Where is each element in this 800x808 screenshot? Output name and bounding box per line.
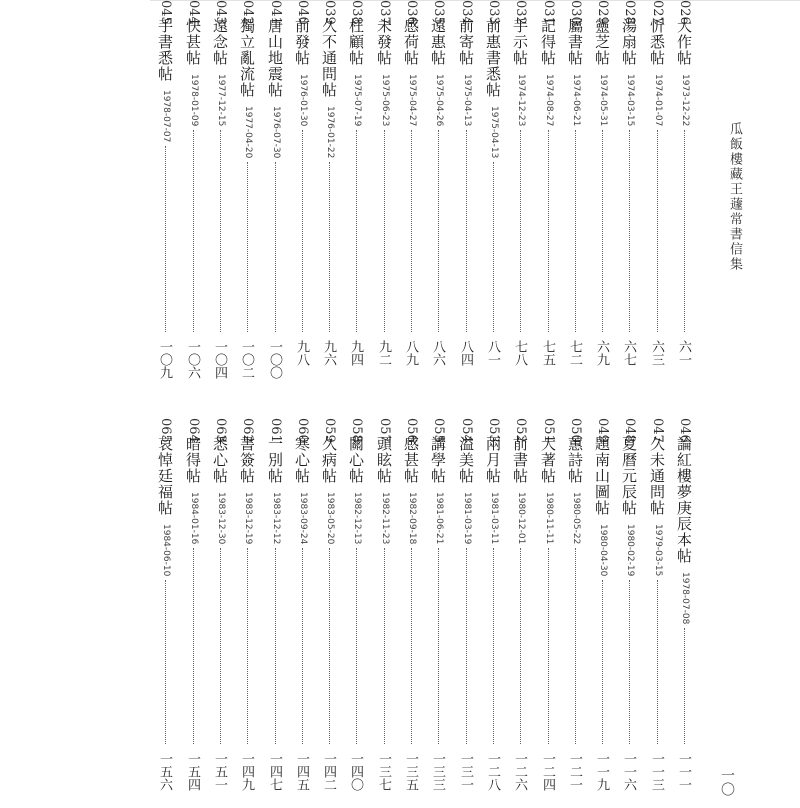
entry-number-text: 040	[295, 0, 310, 25]
toc-entry[interactable]	[399, 418, 425, 808]
entry-title: 講學帖	[429, 436, 447, 484]
toc-entry[interactable]	[563, 418, 589, 808]
dot-leader	[411, 548, 412, 744]
entry-date: 1983-05-20	[325, 492, 335, 545]
dot-leader	[602, 580, 603, 744]
dot-leader	[657, 580, 658, 744]
entry-date: 1976-07-30	[271, 106, 281, 159]
dot-leader	[302, 130, 303, 332]
dot-leader	[411, 130, 412, 332]
toc-entry[interactable]	[235, 418, 261, 808]
entry-number-text: 053	[486, 418, 501, 443]
entry-date: 1982-09-18	[407, 492, 417, 545]
toc-entry[interactable]	[317, 0, 343, 390]
entry-title: 前惠書悉帖	[484, 18, 502, 98]
toc-entry[interactable]	[454, 418, 480, 808]
entry-date: 1973-12-22	[680, 74, 690, 127]
dot-leader	[356, 130, 357, 332]
entry-number-text: 051	[541, 418, 556, 443]
entry-page: 七八	[512, 340, 527, 366]
entry-date: 1974-03-15	[625, 74, 635, 127]
dot-leader	[438, 130, 439, 332]
entry-number-text: 032	[513, 0, 528, 25]
entry-page: 八四	[458, 340, 473, 366]
toc-entry[interactable]	[508, 0, 534, 390]
entry-date: 1975-06-23	[380, 74, 390, 127]
entry-page: 一二一	[567, 752, 582, 791]
entry-title: 屬書帖	[566, 18, 584, 66]
entry-number-text: 027	[650, 0, 665, 25]
toc-entry[interactable]	[617, 0, 643, 390]
entry-number-text: 031	[541, 0, 556, 25]
dot-leader	[520, 548, 521, 744]
toc-entry[interactable]	[317, 418, 343, 808]
toc-entry[interactable]	[235, 0, 261, 390]
entry-date: 1974-01-07	[653, 74, 663, 127]
entry-date: 1977-04-20	[243, 106, 253, 159]
entry-title: 快甚帖	[184, 18, 202, 66]
dot-leader	[438, 548, 439, 744]
toc-entry[interactable]	[344, 418, 370, 808]
entry-page: 九二	[376, 340, 391, 366]
dot-leader	[520, 130, 521, 332]
toc-entry[interactable]	[672, 0, 698, 390]
entry-number-text: 060	[295, 418, 310, 443]
entry-title: 久病帖	[320, 436, 338, 484]
entry-number-text: 035	[431, 0, 446, 25]
entry-date: 1983-12-30	[216, 492, 226, 545]
entry-number-text: 036	[404, 0, 419, 25]
entry-title: 頭眩帖	[375, 436, 393, 484]
entry-page: 九四	[348, 340, 363, 366]
entry-date: 1981-03-19	[462, 492, 472, 545]
entry-title: 湯扇帖	[620, 18, 638, 66]
entry-page: 一四〇	[348, 752, 363, 791]
entry-page: 九六	[321, 340, 336, 366]
entry-number-text: 055	[431, 418, 446, 443]
entry-title: 記得帖	[539, 18, 557, 66]
entry-date: 1984-01-16	[189, 492, 199, 545]
entry-page: 八九	[403, 340, 418, 366]
entry-title: 前書帖	[511, 436, 529, 484]
entry-number-text: 047	[650, 418, 665, 443]
entry-date: 1977-12-15	[216, 74, 226, 127]
entry-page: 一三七	[376, 752, 391, 791]
entry-number-text: 049	[595, 418, 610, 443]
entry-number-text: 034	[459, 0, 474, 25]
entry-page: 八六	[430, 340, 445, 366]
toc-entry[interactable]	[290, 418, 316, 808]
entry-number-text: 061	[268, 418, 283, 443]
entry-title: 兩月帖	[484, 436, 502, 484]
toc-entry[interactable]	[344, 0, 370, 390]
toc-entry[interactable]	[399, 0, 425, 390]
dot-leader	[575, 548, 576, 744]
entry-title: 大著帖	[539, 436, 557, 484]
entry-number-text: 043	[213, 0, 228, 25]
entry-title: 書簽帖	[238, 436, 256, 484]
dot-leader	[466, 548, 467, 744]
entry-date: 1974-08-27	[544, 74, 554, 127]
entry-page: 一二八	[485, 752, 500, 791]
dot-leader	[657, 130, 658, 332]
toc-entry[interactable]	[263, 418, 289, 808]
dot-leader	[193, 548, 194, 744]
entry-number-text: 026	[677, 0, 692, 25]
entry-title: 夏曆元辰帖	[620, 436, 638, 516]
entry-title: 哀悼廷福帖	[156, 436, 174, 516]
entry-title: 暗得帖	[184, 436, 202, 484]
toc-entry[interactable]	[426, 418, 452, 808]
entry-page: 一一一	[676, 752, 691, 791]
entry-number-text: 044	[186, 0, 201, 25]
entry-page: 一〇九	[157, 340, 172, 379]
entry-date: 1981-06-21	[434, 492, 444, 545]
entry-page: 一三一	[458, 752, 473, 791]
entry-number-text: 033	[486, 0, 501, 25]
entry-date: 1978-07-07	[161, 90, 171, 143]
toc-entry[interactable]	[290, 0, 316, 390]
entry-title: 題南山圖帖	[593, 436, 611, 516]
toc-entry[interactable]	[481, 0, 507, 390]
toc-entry[interactable]	[645, 0, 671, 390]
entry-number-text: 050	[568, 418, 583, 443]
entry-date: 1976-01-22	[325, 106, 335, 159]
toc-entry[interactable]	[590, 418, 616, 808]
entry-page: 一四五	[294, 752, 309, 791]
entry-title: 前寄帖	[457, 18, 475, 66]
entry-title: 大作帖	[675, 18, 693, 66]
entry-page: 一五四	[185, 752, 200, 791]
entry-page: 一一六	[621, 752, 636, 791]
entry-date: 1981-03-11	[489, 492, 499, 545]
toc-entry[interactable]	[590, 0, 616, 390]
toc-entry[interactable]	[481, 418, 507, 808]
entry-title: 未發帖	[375, 18, 393, 66]
entry-date: 1980-11-11	[544, 492, 554, 545]
dot-leader	[493, 548, 494, 744]
entry-date: 1982-11-23	[380, 492, 390, 545]
entry-date: 1978-07-08	[680, 572, 690, 625]
entry-title: 靈芝帖	[593, 18, 611, 66]
entry-title: 感荷帖	[402, 18, 420, 66]
entry-number-text: 056	[404, 418, 419, 443]
entry-page: 一五一	[212, 752, 227, 791]
toc-entry[interactable]	[426, 0, 452, 390]
dot-leader	[629, 580, 630, 744]
dot-leader	[384, 130, 385, 332]
entry-page: 六九	[594, 340, 609, 366]
entry-title: 遠惠帖	[429, 18, 447, 66]
dot-leader	[466, 130, 467, 332]
entry-page: 一四七	[267, 752, 282, 791]
entry-date: 1975-04-27	[407, 74, 417, 127]
toc-entry[interactable]	[372, 418, 398, 808]
entry-number-text: 054	[459, 418, 474, 443]
toc-entry[interactable]	[536, 418, 562, 808]
entry-page: 八一	[485, 340, 500, 366]
dot-leader	[602, 130, 603, 332]
entry-number-text: 042	[240, 0, 255, 25]
dot-leader	[548, 548, 549, 744]
entry-number-text: 063	[213, 418, 228, 443]
toc-entry[interactable]	[454, 0, 480, 390]
dot-leader	[384, 548, 385, 744]
dot-leader	[275, 548, 276, 744]
entry-date: 1975-07-19	[352, 74, 362, 127]
dot-leader	[275, 162, 276, 332]
entry-title: 一別帖	[266, 436, 284, 484]
entry-title: 感甚帖	[402, 436, 420, 484]
entry-page: 六一	[676, 340, 691, 366]
entry-page: 一一三	[649, 752, 664, 791]
entry-title: 蕙詩帖	[566, 436, 584, 484]
entry-number-text: 030	[568, 0, 583, 25]
toc-entry[interactable]	[672, 418, 698, 808]
entry-page: 一一九	[594, 752, 609, 791]
dot-leader	[684, 628, 685, 744]
entry-date: 1980-05-22	[571, 492, 581, 545]
entry-number-text: 062	[240, 418, 255, 443]
entry-date: 1983-09-24	[298, 492, 308, 545]
entry-page: 一〇六	[185, 340, 200, 379]
toc-entry[interactable]	[508, 418, 534, 808]
entry-date: 1983-12-19	[243, 492, 253, 545]
toc-entry[interactable]	[153, 0, 179, 390]
entry-page: 七五	[540, 340, 555, 366]
entry-number-text: 057	[377, 418, 392, 443]
entry-page: 一四九	[239, 752, 254, 791]
entry-date: 1974-05-31	[598, 74, 608, 127]
entry-number-text: 038	[349, 0, 364, 25]
entry-date: 1975-04-13	[489, 106, 499, 159]
entry-date: 1980-02-19	[625, 524, 635, 577]
dot-leader	[493, 162, 494, 332]
entry-number-text: 037	[377, 0, 392, 25]
dot-leader	[220, 548, 221, 744]
entry-page: 一二六	[512, 752, 527, 791]
entry-date: 1984-06-10	[161, 524, 171, 577]
toc-entry[interactable]	[263, 0, 289, 390]
toc-entry[interactable]	[208, 418, 234, 808]
entry-date: 1979-03-15	[653, 524, 663, 577]
dot-leader	[302, 548, 303, 744]
entry-page: 七二	[567, 340, 582, 366]
book-title: 瓜飯樓藏王蘧常書信集	[727, 122, 742, 272]
entry-title: 前發帖	[293, 18, 311, 66]
entry-title: 枉顧帖	[347, 18, 365, 66]
entry-title: 寒心帖	[293, 436, 311, 484]
entry-page: 九八	[294, 340, 309, 366]
entry-date: 1983-12-12	[271, 492, 281, 545]
entry-number-text: 052	[513, 418, 528, 443]
dot-leader	[575, 130, 576, 332]
entry-page: 一〇二	[239, 340, 254, 379]
toc-entry[interactable]	[617, 418, 643, 808]
entry-number-text: 046	[677, 418, 692, 443]
entry-number-text: 028	[622, 0, 637, 25]
entry-title: 悉心帖	[211, 436, 229, 484]
toc-entry[interactable]	[645, 418, 671, 808]
page-number: 一〇	[719, 768, 735, 796]
dot-leader	[165, 146, 166, 332]
dot-leader	[356, 548, 357, 744]
entry-date: 1980-04-30	[598, 524, 608, 577]
entry-number-text: 048	[622, 418, 637, 443]
entry-page: 一四二	[321, 752, 336, 791]
entry-number-text: 058	[349, 418, 364, 443]
toc-entry[interactable]	[536, 0, 562, 390]
entry-title: 手書悉帖	[156, 18, 174, 82]
dot-leader	[329, 162, 330, 332]
entry-title: 獨立亂流帖	[238, 18, 256, 98]
entry-number-text: 039	[322, 0, 337, 25]
entry-title: 久不通問帖	[320, 18, 338, 98]
toc-entry[interactable]	[563, 0, 589, 390]
entry-number-text: 059	[322, 418, 337, 443]
toc-entry[interactable]	[372, 0, 398, 390]
entry-page: 一五六	[157, 752, 172, 791]
toc-entry[interactable]	[181, 418, 207, 808]
toc-entry[interactable]	[208, 0, 234, 390]
dot-leader	[247, 548, 248, 744]
entry-page: 一〇〇	[267, 340, 282, 379]
entry-date: 1980-12-01	[516, 492, 526, 545]
entry-page: 六三	[649, 340, 664, 366]
entry-title: 論紅樓夢庚辰本帖	[675, 436, 693, 564]
entry-title: 手示帖	[511, 18, 529, 66]
dot-leader	[193, 130, 194, 332]
dot-leader	[684, 130, 685, 332]
entry-number-text: 065	[158, 418, 173, 443]
dot-leader	[629, 130, 630, 332]
entry-page: 六七	[621, 340, 636, 366]
entry-date: 1982-12-13	[352, 492, 362, 545]
toc-entry[interactable]	[181, 0, 207, 390]
entry-date: 1975-04-26	[434, 74, 444, 127]
entry-title: 忻悉帖	[648, 18, 666, 66]
entry-title: 溢美帖	[457, 436, 475, 484]
entry-page: 一三三	[430, 752, 445, 791]
toc-entry[interactable]	[153, 418, 179, 808]
dot-leader	[165, 580, 166, 744]
entry-date: 1974-06-21	[571, 74, 581, 127]
dot-leader	[548, 130, 549, 332]
entry-title: 久未通問帖	[648, 436, 666, 516]
entry-number-text: 029	[595, 0, 610, 25]
entry-page: 一三五	[403, 752, 418, 791]
entry-date: 1974-12-23	[516, 74, 526, 127]
entry-date: 1975-04-13	[462, 74, 472, 127]
entry-date: 1976-01-30	[298, 74, 308, 127]
entry-date: 1978-01-09	[189, 74, 199, 127]
entry-page: 一〇四	[212, 340, 227, 379]
dot-leader	[329, 548, 330, 744]
entry-title: 唐山地震帖	[266, 18, 284, 98]
entry-number-text: 045	[158, 0, 173, 25]
entry-number-text: 041	[268, 0, 283, 25]
entry-title: 遠念帖	[211, 18, 229, 66]
dot-leader	[220, 130, 221, 332]
entry-title: 關心帖	[347, 436, 365, 484]
dot-leader	[247, 162, 248, 332]
entry-number-text: 064	[186, 418, 201, 443]
entry-page: 一二四	[540, 752, 555, 791]
